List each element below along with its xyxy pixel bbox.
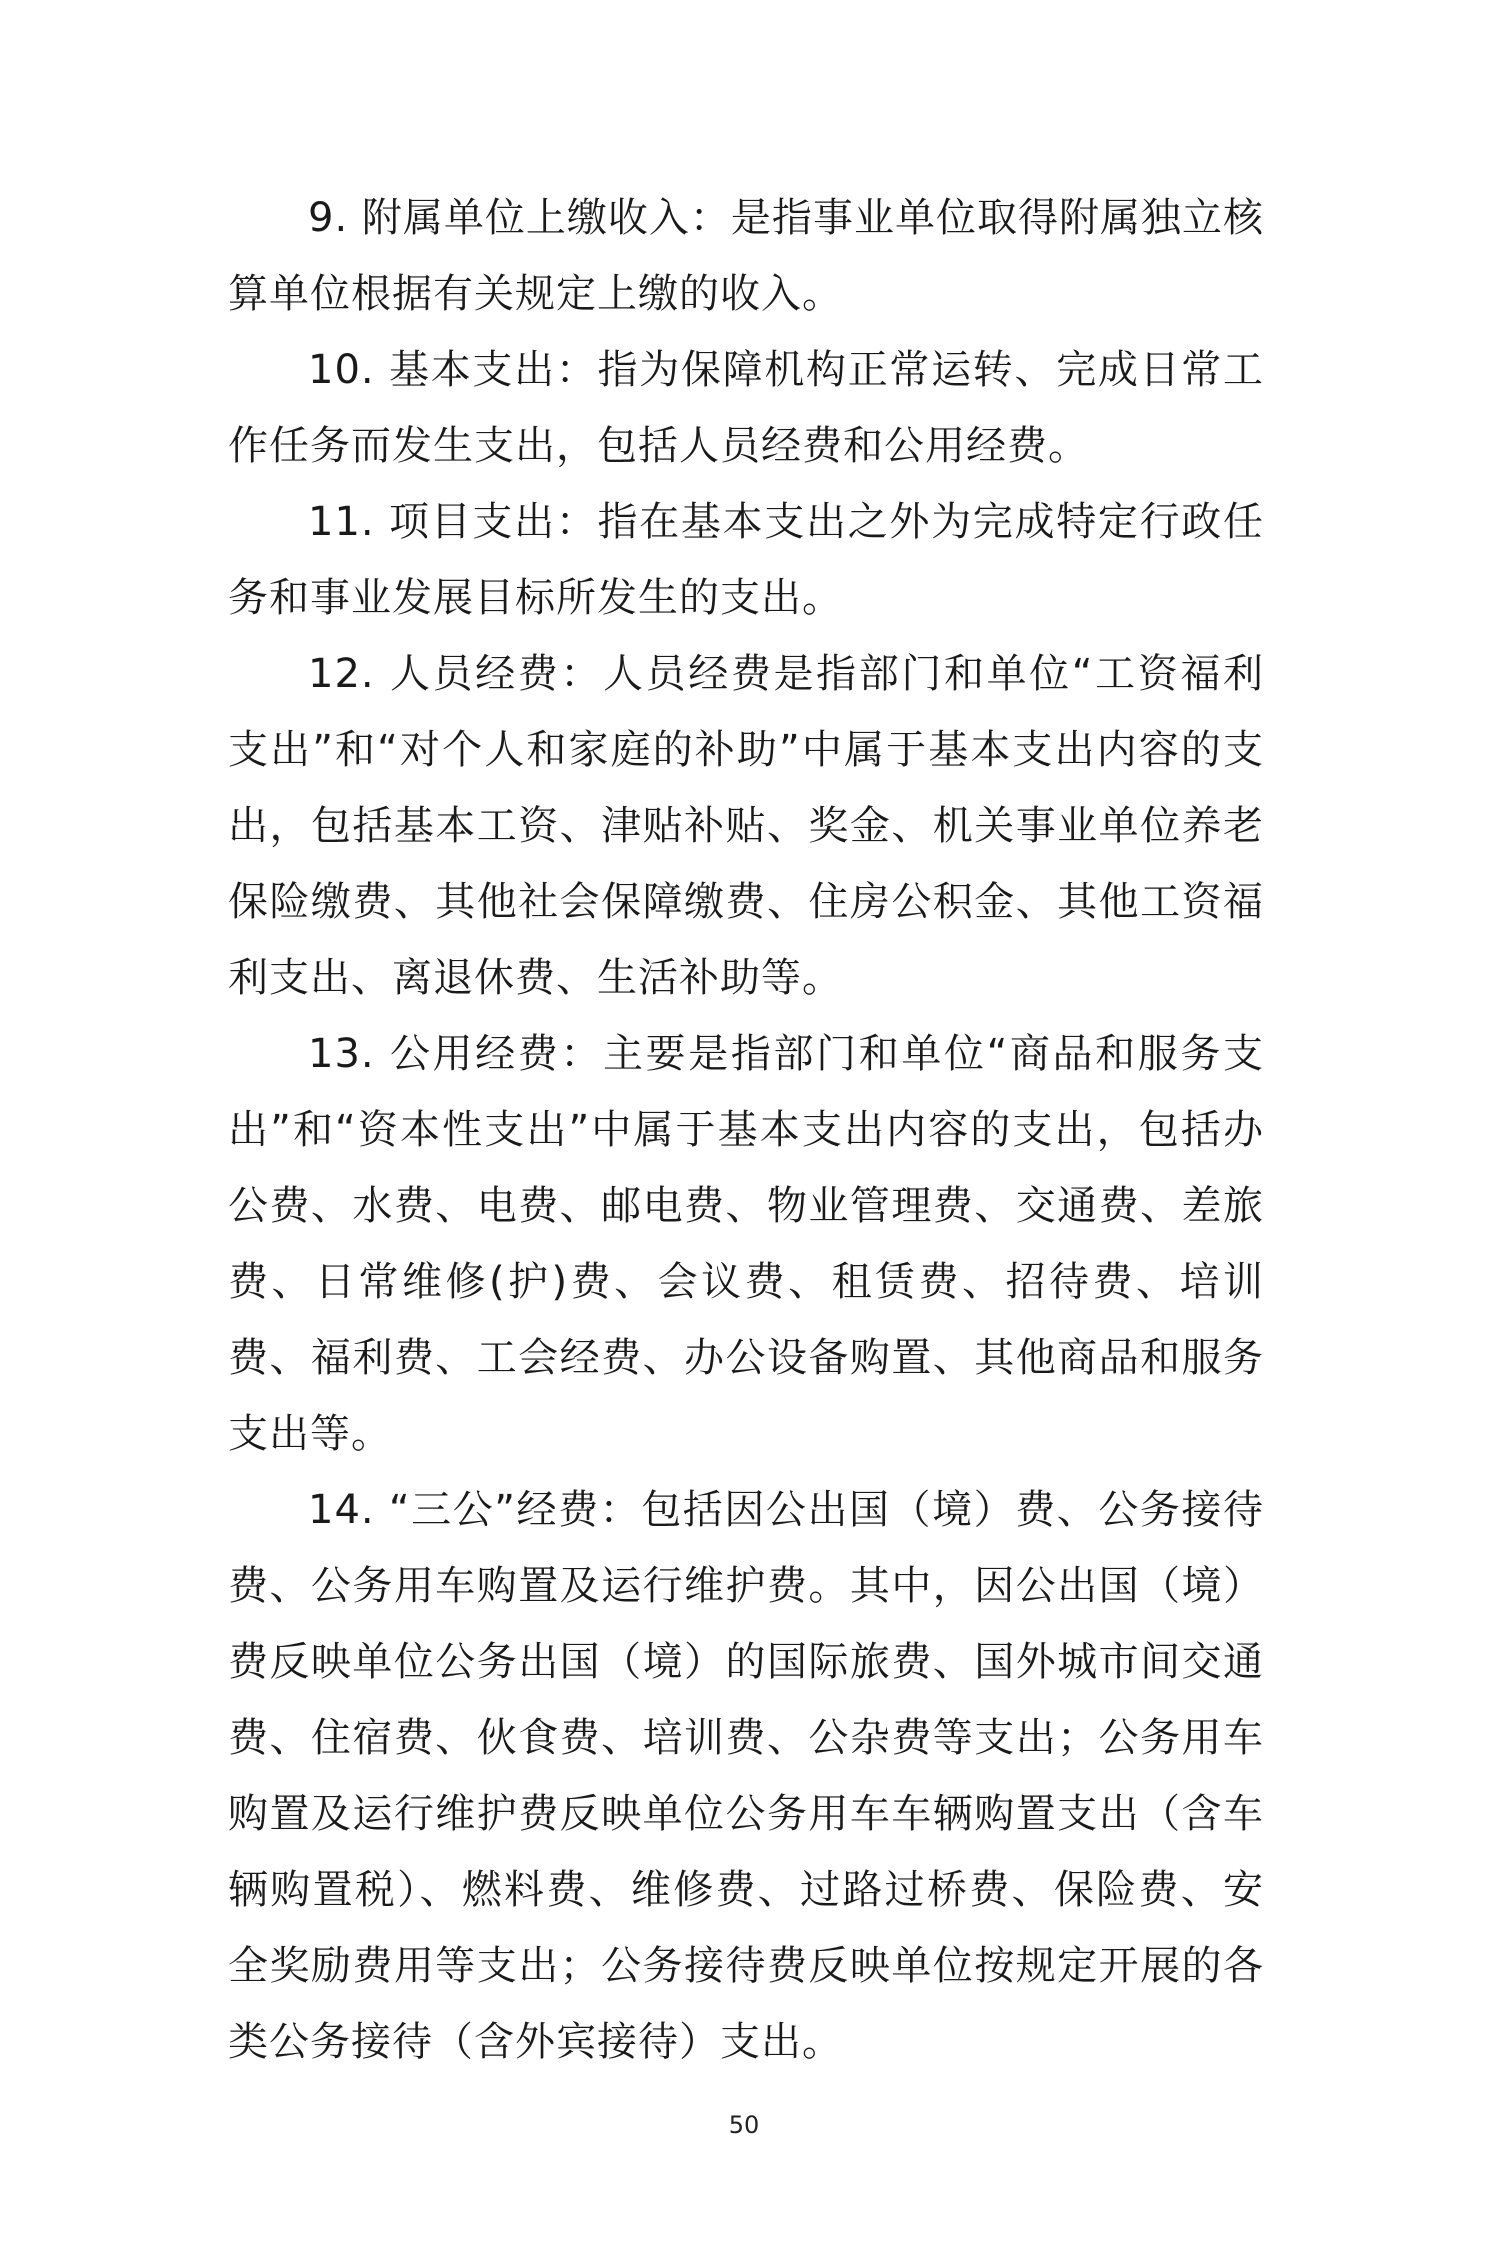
paragraph-9: 9. 附属单位上缴收入：是指事业单位取得附属独立核算单位根据有关规定上缴的收入。: [228, 195, 1264, 317]
document-body: [228, 180, 1264, 2080]
page-number: 50: [728, 2111, 760, 2139]
paragraph-11: 11. 项目支出：指在基本支出之外为完成特定行政任务和事业发展目标所发生的支出。: [228, 499, 1264, 621]
paragraph-12: 12. 人员经费：人员经费是指部门和单位“工资福利支出”和“对个人和家庭的补助”中属于基本支出内容的支出，包括基本工资、津贴补贴、奖金、机关事业单位养老保险缴费、其他社会保障缴费、住房公积金、其他工资福利支出、离退休费、生活补助等。: [228, 651, 1264, 1001]
paragraph-13: 13. 公用经费：主要是指部门和单位“商品和服务支出”和“资本性支出”中属于基本支出内容的支出，包括办公费、水费、电费、邮电费、物业管理费、交通费、差旅费、日常维修(护)费、会议费、租赁费、招待费、培训费、福利费、工会经费、办公设备购置、其他商品和服务支出等。: [228, 1031, 1264, 1457]
paragraph-14: 14. “三公”经费：包括因公出国（境）费、公务接待费、公务用车购置及运行维护费。其中，因公出国（境）费反映单位公务出国（境）的国际旅费、国外城市间交通费、住宿费、伙食费、培训费、公杂费等支出；公务用车购置及运行维护费反映单位公务用车车辆购置支出（含车辆购置税）、燃料费、维修费、过路过桥费、保险费、安全奖励费用等支出；公务接待费反映单位按规定开展的各类公务接待（含外宾接待）支出。: [228, 1487, 1264, 2065]
paragraph-10: 10. 基本支出：指为保障机构正常运转、完成日常工作任务而发生支出，包括人员经费和公用经费。: [228, 347, 1264, 469]
